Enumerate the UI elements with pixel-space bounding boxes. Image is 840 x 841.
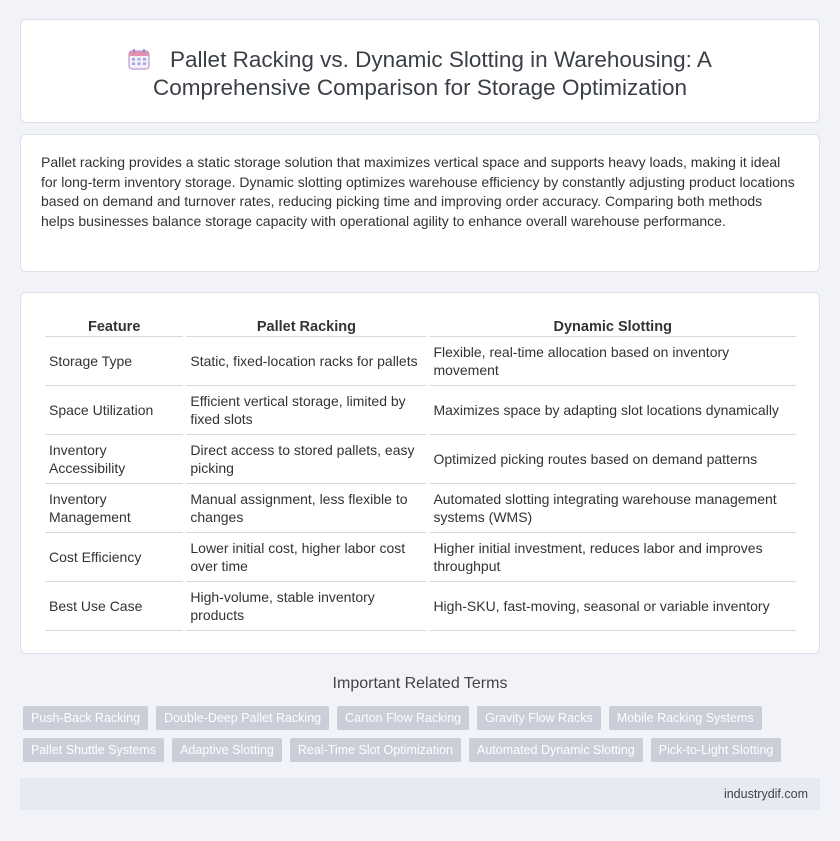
related-term-tag[interactable]: Mobile Racking Systems (609, 706, 762, 730)
pallet-racking-cell: Direct access to stored pallets, easy picking (186, 435, 426, 484)
page-title: Pallet Racking vs. Dynamic Slotting in Warehousing: A Comprehensive Comparison for Storage Optimization (153, 47, 712, 100)
feature-cell: Cost Efficiency (45, 533, 183, 582)
page-title-wrap (21, 46, 819, 102)
dynamic-slotting-cell: High-SKU, fast-moving, seasonal or variable inventory (429, 582, 796, 631)
dynamic-slotting-cell: Flexible, real-time allocation based on inventory movement (429, 337, 796, 386)
table-row (45, 386, 796, 435)
title-card (20, 19, 820, 123)
table-row (45, 484, 796, 533)
pallet-racking-cell: Static, fixed-location racks for pallets (186, 337, 426, 386)
calendar-icon (128, 48, 150, 70)
feature-cell: Best Use Case (45, 582, 183, 631)
footer-source[interactable]: industrydif.com (723, 787, 808, 801)
pallet-racking-cell: Lower initial cost, higher labor cost over time (186, 533, 426, 582)
feature-cell: Space Utilization (45, 386, 183, 435)
comparison-table (42, 315, 799, 631)
feature-cell: Inventory Accessibility (45, 435, 183, 484)
dynamic-slotting-cell: Optimized picking routes based on demand patterns (429, 435, 796, 484)
pallet-racking-cell: High-volume, stable inventory products (186, 582, 426, 631)
related-term-tag[interactable]: Automated Dynamic Slotting (469, 738, 643, 762)
pallet-racking-cell: Efficient vertical storage, limited by fixed slots (186, 386, 426, 435)
table-row (45, 582, 796, 631)
related-term-tag[interactable]: Gravity Flow Racks (477, 706, 601, 730)
table-row (45, 435, 796, 484)
intro-card (20, 134, 820, 272)
pallet-racking-cell: Manual assignment, less flexible to changes (186, 484, 426, 533)
dynamic-slotting-cell: Automated slotting integrating warehouse management systems (WMS) (429, 484, 796, 533)
related-terms-list (23, 706, 813, 762)
related-term-tag[interactable]: Carton Flow Racking (337, 706, 469, 730)
dynamic-slotting-cell: Maximizes space by adapting slot locations dynamically (429, 386, 796, 435)
table-header-row (45, 315, 796, 337)
header-dynamic-slotting: Dynamic Slotting (429, 315, 796, 337)
related-term-tag[interactable]: Pallet Shuttle Systems (23, 738, 164, 762)
intro-paragraph: Pallet racking provides a static storage solution that maximizes vertical space and supports heavy loads, making it ideal for long-term inventory storage. Dynamic slotting optimizes warehouse efficiency by constantly adjusting product locations based on demand and turnover rates, reducing picking time and improving order accuracy. Comparing both methods helps businesses balance storage capacity with operational agility to enhance overall warehouse performance. (41, 154, 795, 229)
related-terms-title: Important Related Terms (332, 675, 508, 692)
feature-cell: Inventory Management (45, 484, 183, 533)
related-term-tag[interactable]: Pick-to-Light Slotting (651, 738, 782, 762)
related-term-tag[interactable]: Adaptive Slotting (172, 738, 282, 762)
feature-cell: Storage Type (45, 337, 183, 386)
related-term-tag[interactable]: Double-Deep Pallet Racking (156, 706, 329, 730)
table-row (45, 337, 796, 386)
related-term-tag[interactable]: Push-Back Racking (23, 706, 148, 730)
related-term-tag[interactable]: Real-Time Slot Optimization (290, 738, 461, 762)
header-pallet-racking: Pallet Racking (186, 315, 426, 337)
table-row (45, 533, 796, 582)
dynamic-slotting-cell: Higher initial investment, reduces labor and improves throughput (429, 533, 796, 582)
header-feature: Feature (45, 315, 183, 337)
comparison-card (20, 292, 820, 654)
footer-bar (20, 778, 820, 810)
